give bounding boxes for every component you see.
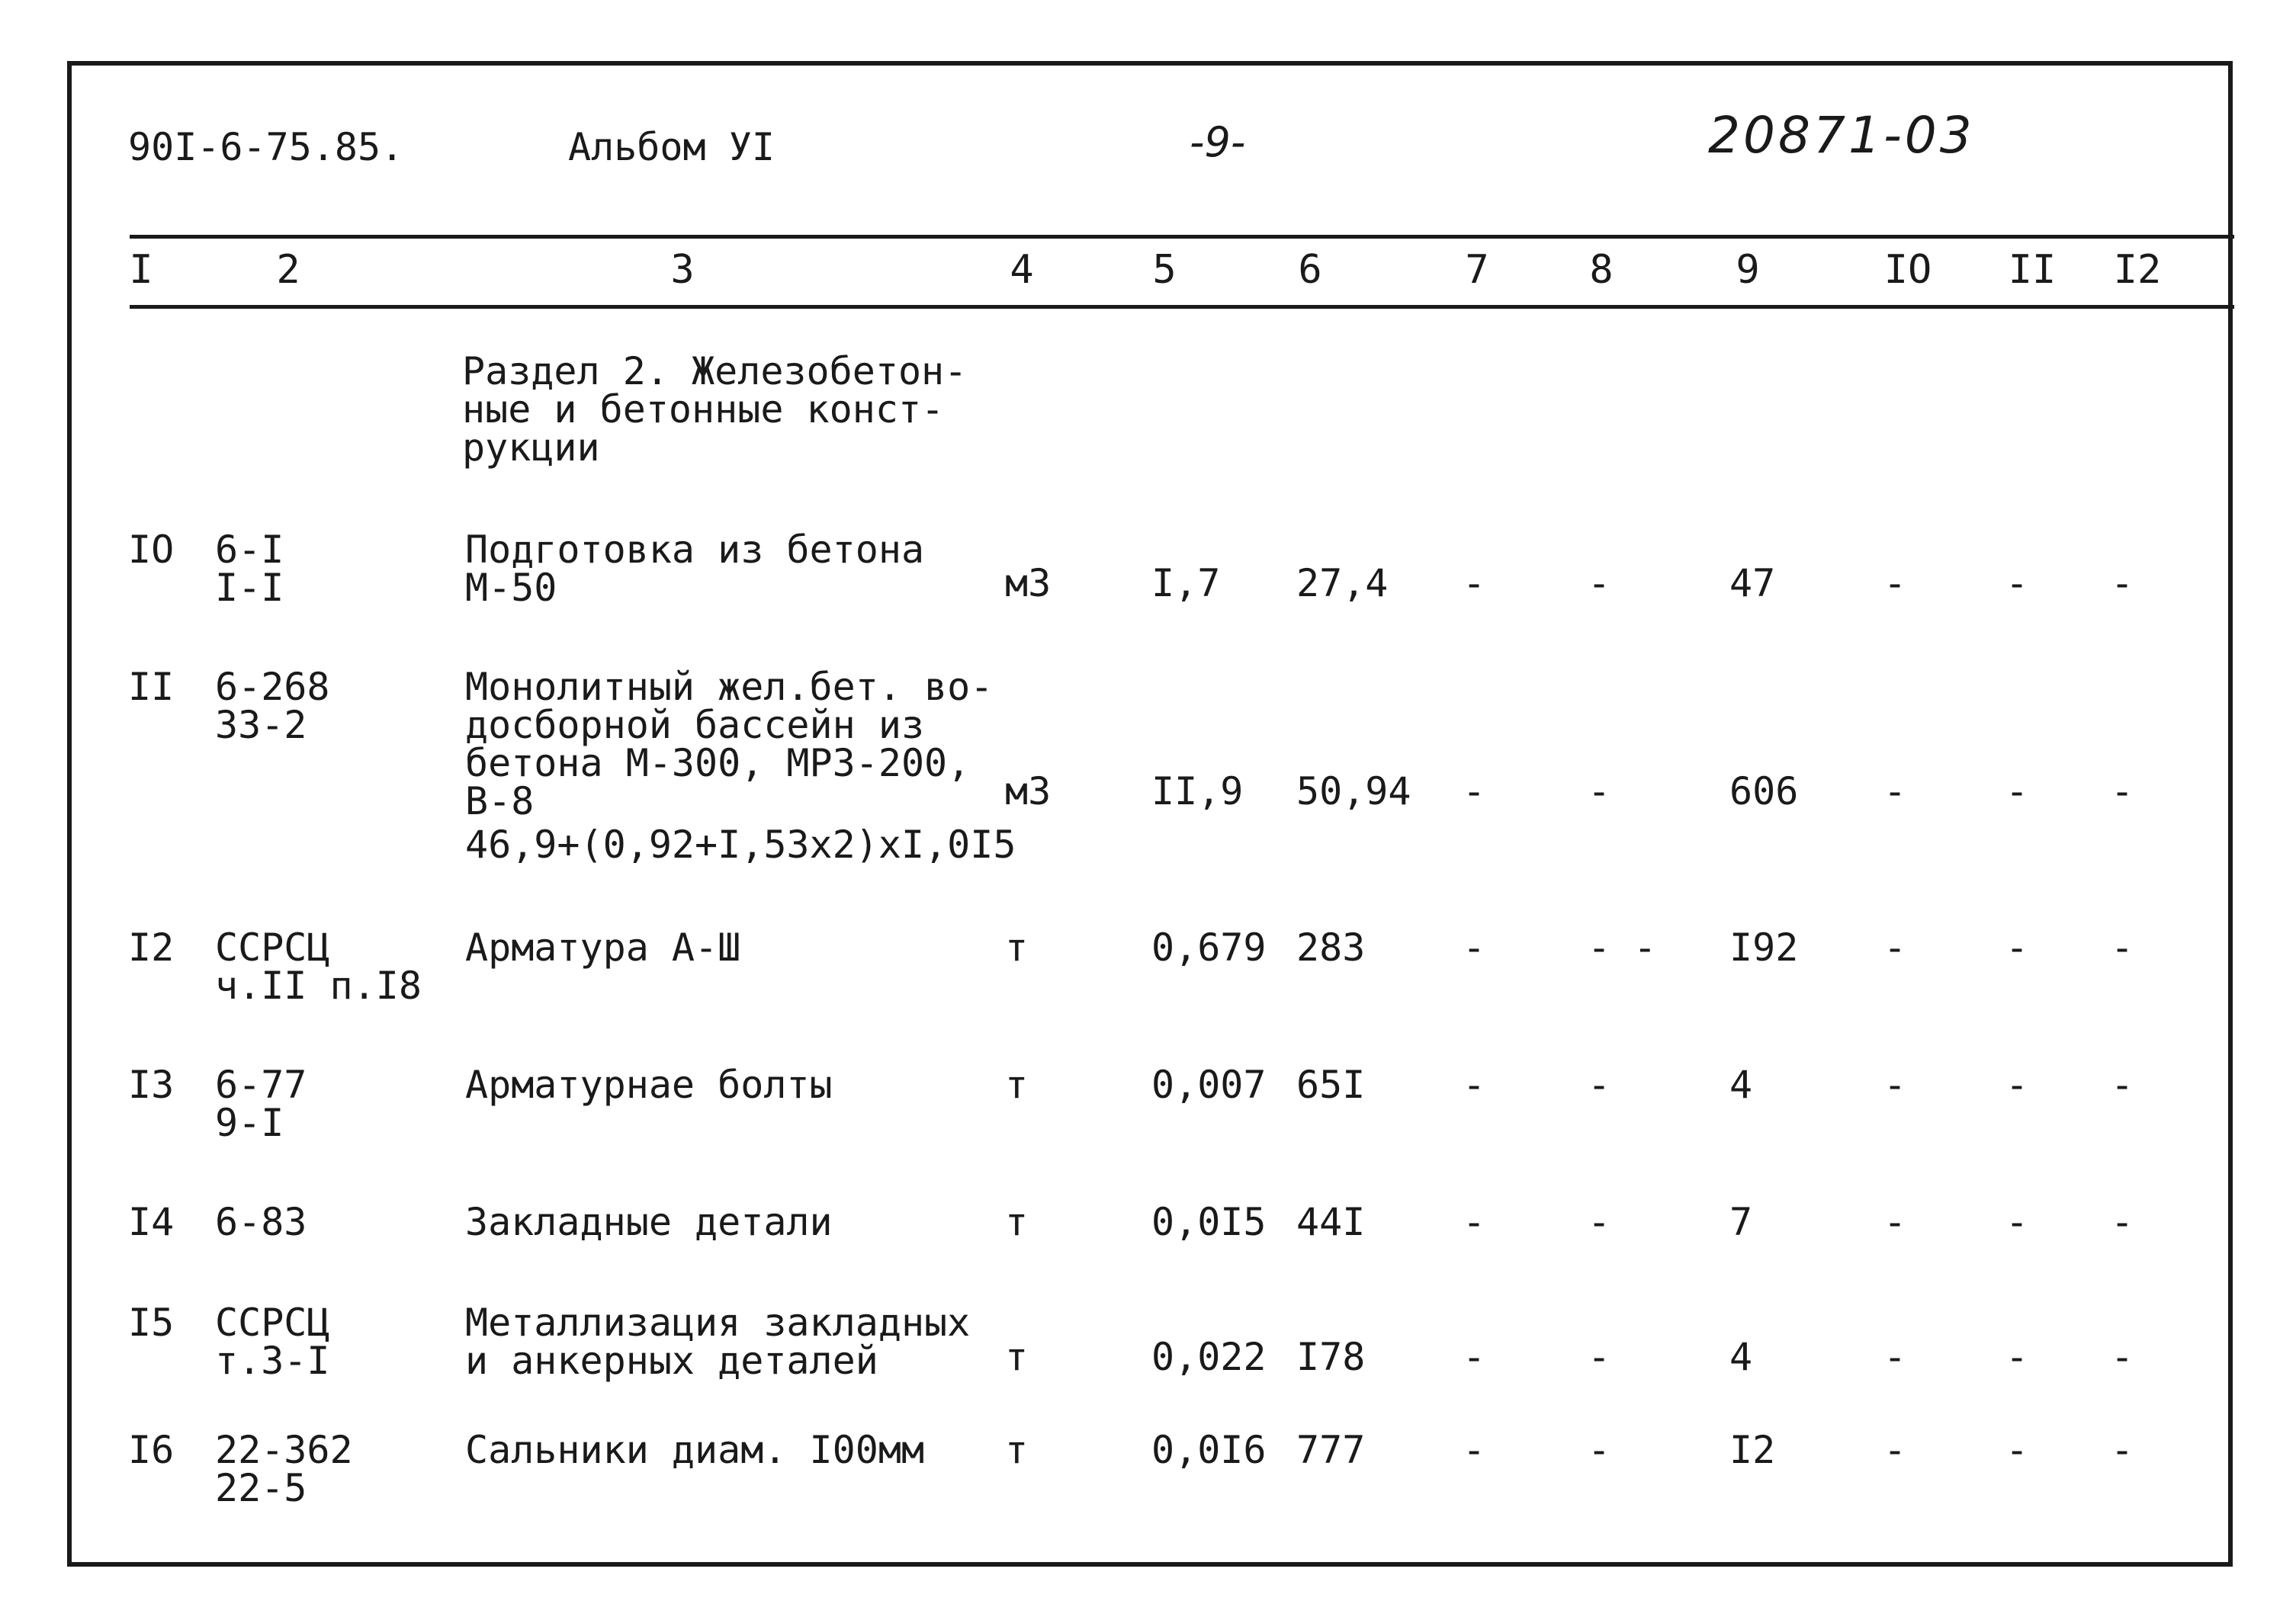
cell-c9: 4 — [1729, 1335, 1753, 1379]
cell-c9: 4 — [1729, 1063, 1753, 1107]
cell-desc: Подготовка из бетона М-50 — [465, 528, 925, 610]
doc-code-text: 90I-6-75.85. — [128, 125, 404, 169]
column-number: 9 — [1736, 247, 1760, 293]
column-number: 7 — [1465, 247, 1489, 293]
cell-qty: 0,022 — [1151, 1335, 1267, 1379]
cell-unit: т — [1005, 1335, 1029, 1379]
page-number: -9- — [1190, 118, 1246, 166]
cell-c7: - — [1463, 1200, 1486, 1244]
column-number: II — [2008, 247, 2057, 293]
cell-unit: т — [1005, 1428, 1029, 1472]
cell-num: II — [128, 665, 175, 709]
cell-c11: - — [2005, 1063, 2029, 1107]
header-rule-top — [130, 235, 2234, 239]
column-number: 6 — [1298, 247, 1322, 293]
cell-ref: 6-I I-I — [215, 528, 284, 610]
cell-num: I3 — [128, 1063, 175, 1107]
cell-unit: м3 — [1005, 561, 1052, 605]
column-number: I — [129, 247, 153, 293]
cell-c11: - — [2005, 1200, 2029, 1244]
cell-ref: ССРСЦ ч.II п.I8 — [215, 925, 422, 1008]
cell-ref: 6-83 — [215, 1200, 307, 1244]
cell-c12: - — [2111, 769, 2134, 813]
cell-desc: Закладные детали — [465, 1200, 833, 1244]
cell-num: IO — [128, 528, 175, 572]
cell-c11: - — [2005, 925, 2029, 970]
cell-c9: I92 — [1729, 925, 1799, 970]
cell-qty: I,7 — [1151, 561, 1221, 605]
cell-price: I78 — [1296, 1335, 1366, 1379]
cell-c7: - — [1463, 1335, 1486, 1379]
cell-unit: м3 — [1005, 769, 1052, 813]
column-number: 5 — [1152, 247, 1177, 293]
cell-qty: 0,007 — [1151, 1063, 1267, 1107]
album-title: Альбом УI — [568, 125, 775, 169]
cell-c11: - — [2005, 1335, 2029, 1379]
cell-c10: - — [1883, 1063, 1907, 1107]
cell-c7: - — [1463, 1428, 1486, 1472]
cell-qty: 0,0I5 — [1151, 1200, 1267, 1244]
cell-price: 777 — [1296, 1428, 1366, 1472]
cell-unit: т — [1005, 925, 1029, 970]
cell-c12: - — [2111, 1063, 2134, 1107]
cell-c12: - — [2111, 1200, 2134, 1244]
doc-code — [128, 125, 404, 169]
cell-c12: - — [2111, 561, 2134, 605]
cell-unit: т — [1005, 1063, 1029, 1107]
cell-c9: 47 — [1729, 561, 1776, 605]
cell-num: I2 — [128, 925, 175, 970]
cell-c10: - — [1883, 561, 1907, 605]
cell-c11: - — [2005, 561, 2029, 605]
cell-c7: - — [1463, 925, 1486, 970]
cell-c10: - — [1883, 925, 1907, 970]
cell-ref: 22-362 22-5 — [215, 1428, 353, 1510]
header-rule-bottom — [130, 305, 2234, 309]
cell-c10: - — [1883, 1200, 1907, 1244]
cell-qty: 0,679 — [1151, 925, 1267, 970]
cell-c7: - — [1463, 1063, 1486, 1107]
cell-c12: - — [2111, 1335, 2134, 1379]
column-number: IO — [1883, 247, 1932, 293]
cell-price: 27,4 — [1296, 561, 1389, 605]
cell-num: I5 — [128, 1301, 175, 1345]
column-number: 2 — [276, 247, 300, 293]
column-number: 8 — [1589, 247, 1614, 293]
cell-num: I6 — [128, 1428, 175, 1472]
cell-c7: - — [1463, 769, 1486, 813]
cell-price: 44I — [1296, 1200, 1366, 1244]
cell-c8: - - — [1588, 925, 1657, 970]
cell-unit: т — [1005, 1200, 1029, 1244]
cell-price: 283 — [1296, 925, 1366, 970]
cell-desc: Металлизация закладных и анкерных деталей — [465, 1301, 971, 1383]
cell-desc: Арматурнае болты — [465, 1063, 833, 1107]
cell-ref: ССРСЦ т.3-I — [215, 1301, 330, 1383]
cell-c9: 606 — [1729, 769, 1799, 813]
cell-c10: - — [1883, 1335, 1907, 1379]
cell-desc: Монолитный жел.бет. во- досборной бассейн из бетона М-300, МРЗ-200, В-8 — [465, 665, 994, 823]
cell-c8: - — [1588, 769, 1611, 813]
cell-c8: - — [1588, 561, 1611, 605]
cell-c12: - — [2111, 1428, 2134, 1472]
cell-c8: - — [1588, 1200, 1611, 1244]
inventory-number: 20871-03 — [1708, 106, 1975, 165]
cell-desc: Сальники диам. I00мм — [465, 1428, 925, 1472]
column-number: I2 — [2113, 247, 2162, 293]
cell-c9: 7 — [1729, 1200, 1753, 1244]
cell-c8: - — [1588, 1335, 1611, 1379]
cell-price: 65I — [1296, 1063, 1366, 1107]
cell-c12: - — [2111, 925, 2134, 970]
cell-formula: 46,9+(0,92+I,53x2)xI,0I5 — [465, 823, 1016, 867]
column-number: 3 — [670, 247, 695, 293]
cell-ref: 6-268 33-2 — [215, 665, 330, 747]
cell-c9: I2 — [1729, 1428, 1776, 1472]
cell-desc: Арматура А-Ш — [465, 925, 741, 970]
cell-c11: - — [2005, 1428, 2029, 1472]
cell-c7: - — [1463, 561, 1486, 605]
cell-ref: 6-77 9-I — [215, 1063, 307, 1145]
cell-c8: - — [1588, 1428, 1611, 1472]
cell-c11: - — [2005, 769, 2029, 813]
section-title: Раздел 2. Железобетон- ные и бетонные конст- рукции — [462, 349, 968, 470]
cell-num: I4 — [128, 1200, 175, 1244]
cell-c10: - — [1883, 1428, 1907, 1472]
cell-c8: - — [1588, 1063, 1611, 1107]
cell-qty: 0,0I6 — [1151, 1428, 1267, 1472]
cell-c10: - — [1883, 769, 1907, 813]
cell-price: 50,94 — [1296, 769, 1411, 813]
column-number: 4 — [1010, 247, 1034, 293]
cell-qty: II,9 — [1151, 769, 1244, 813]
